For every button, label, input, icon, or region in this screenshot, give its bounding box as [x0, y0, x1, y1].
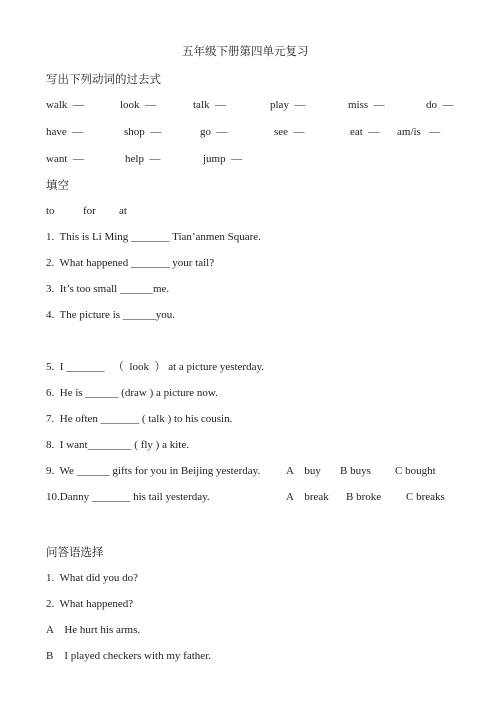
section-heading-fill-in: 填空	[46, 178, 69, 192]
qa-question: 2. What happened?	[46, 598, 134, 610]
verb-item: look —	[120, 99, 157, 111]
verb-item: shop —	[124, 126, 162, 138]
verb-item: play —	[270, 99, 306, 111]
verb-item: do —	[426, 99, 454, 111]
verb-item: walk —	[46, 99, 84, 111]
verb-item: miss —	[348, 99, 385, 111]
question-item: 4. The picture is ______you.	[46, 309, 176, 321]
question-item: 1. This is Li Ming _______ Tian’anmen Square.	[46, 231, 261, 243]
choice-option: A break	[286, 491, 329, 503]
verb-item: jump —	[203, 153, 243, 165]
question-item: 10.Danny _______ his tail yesterday.	[46, 491, 210, 503]
choice-option: B buys	[340, 465, 371, 477]
choice-option: C breaks	[406, 491, 445, 503]
verb-item: want —	[46, 153, 84, 165]
verb-item: go —	[200, 126, 228, 138]
question-item: 8. I want________ ( fly ) a kite.	[46, 439, 189, 451]
question-item: 5. I _______ （ look ） at a picture yesterday.	[46, 361, 265, 373]
qa-answer: A He hurt his arms.	[46, 624, 141, 636]
question-item: 6. He is ______ (draw ) a picture now.	[46, 387, 218, 399]
option-word: to	[46, 205, 55, 217]
page-title: 五年级下册第四单元复习	[182, 44, 309, 58]
choice-option: A buy	[286, 465, 321, 477]
verb-item: am/is —	[397, 126, 441, 138]
qa-answer: B I played checkers with my father.	[46, 650, 211, 662]
section-heading-past-tense: 写出下列动词的过去式	[46, 72, 161, 86]
question-item: 2. What happened _______ your tail?	[46, 257, 215, 269]
verb-item: have —	[46, 126, 84, 138]
choice-option: C bought	[395, 465, 436, 477]
question-item: 9. We ______ gifts for you in Beijing yesterday.	[46, 465, 261, 477]
question-item: 7. He often _______ ( talk ) to his cousin.	[46, 413, 233, 425]
verb-item: help —	[125, 153, 161, 165]
verb-item: see —	[274, 126, 305, 138]
option-word: for	[83, 205, 96, 217]
verb-item: talk —	[193, 99, 226, 111]
option-word: at	[119, 205, 127, 217]
choice-option: B broke	[346, 491, 382, 503]
qa-question: 1. What did you do?	[46, 572, 139, 584]
section-heading-qa: 问答语选择	[46, 545, 104, 559]
verb-item: eat —	[350, 126, 380, 138]
question-item: 3. It’s too small ______me.	[46, 283, 170, 295]
